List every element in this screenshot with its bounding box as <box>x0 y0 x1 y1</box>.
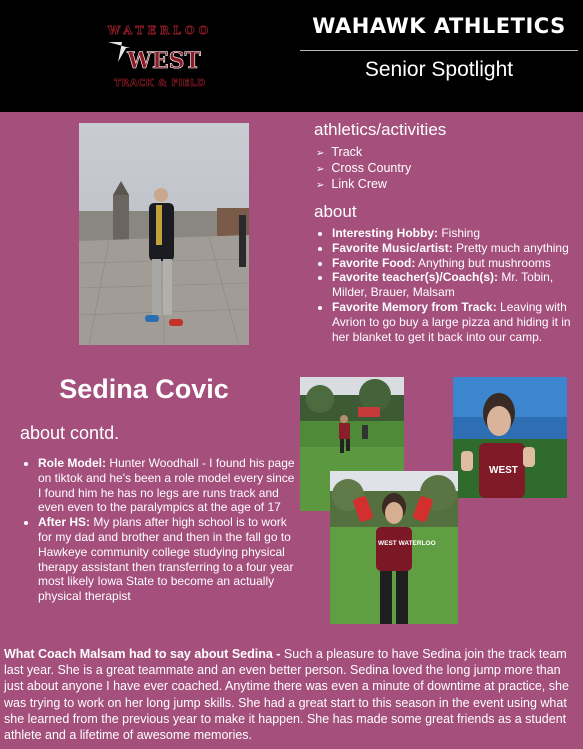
page-subtitle: Senior Spotlight <box>364 58 514 81</box>
athletics-list <box>316 145 411 193</box>
coach-quote <box>4 646 580 743</box>
athletics-item: ➢ Track <box>316 145 411 161</box>
coach-quote-label: What Coach Malsam had to say about Sedina - <box>4 647 281 661</box>
about-contd-heading: about contd. <box>20 423 120 443</box>
about-item-food: • Favorite Food: Anything but mushrooms <box>332 256 583 271</box>
athlete-name: Sedina Covic <box>59 374 229 404</box>
about-item-hobby: • Interesting Hobby: Fishing <box>332 226 583 241</box>
page-title: WAHAWK ATHLETICS <box>312 14 566 38</box>
about-item-teachers: • Favorite teacher(s)/Coach(s): Mr. Tobin, Milder, Brauer, Malsam <box>332 270 583 300</box>
waterloo-west-logo <box>100 18 220 94</box>
about-contd-list <box>22 456 300 604</box>
header-divider <box>300 50 578 51</box>
coach-quote-text: Such a pleasure to have Sedina join the track team last year. She is a great teammate and an even better person. Sedina loved the long jump more than just about anyone I have ever coached. Anytime there was even a minute of downtime at practice, she was trying to work on her long jump skills. She had a great start to this season in the event using what she learned from the previous year to make it happen. She has made some great friends as a student athlete and a lifetime of awesome memories. <box>4 647 569 743</box>
logo-waterloo-text: WATERLOO <box>107 24 213 37</box>
jersey-text-right: WEST <box>489 465 518 476</box>
header-bar <box>0 0 583 112</box>
athlete-photo <box>330 471 458 624</box>
about-list <box>316 226 583 344</box>
athletics-item: ➢ Cross Country <box>316 161 411 177</box>
jersey-text-center: WEST WATERLOO <box>378 540 436 547</box>
about-contd-item-after-hs: • After HS: My plans after high school is to work for my dad and brother and then in the fall go to Hawkeye community college studying physical therapy assistant then transferring to a four year most likely Iowa State to become an actually physical therapist <box>38 515 300 604</box>
athletics-heading: athletics/activities <box>314 120 447 139</box>
athletics-item: ➢ Link Crew <box>316 177 411 193</box>
about-item-music: • Favorite Music/artist: Pretty much anything <box>332 241 583 256</box>
portrait-photo <box>79 123 249 345</box>
about-heading: about <box>314 202 357 221</box>
selfie-photo <box>453 377 567 498</box>
logo-track-field-text: TRACK & FIELD <box>114 78 206 89</box>
logo-west-text: WEST <box>127 48 201 74</box>
thumbs-up-icon <box>461 451 473 471</box>
about-contd-item-role-model: • Role Model: Hunter Woodhall - I found his page on tiktok and he's been a role model every since I found him he has no legs are runs track and even even to the paralympics at the age of 17 <box>38 456 300 515</box>
thumbs-up-icon <box>523 447 535 467</box>
about-item-memory: • Favorite Memory from Track: Leaving with Avrion to go buy a large pizza and hiding it in her blanket to get it back into our camp. <box>332 300 583 344</box>
